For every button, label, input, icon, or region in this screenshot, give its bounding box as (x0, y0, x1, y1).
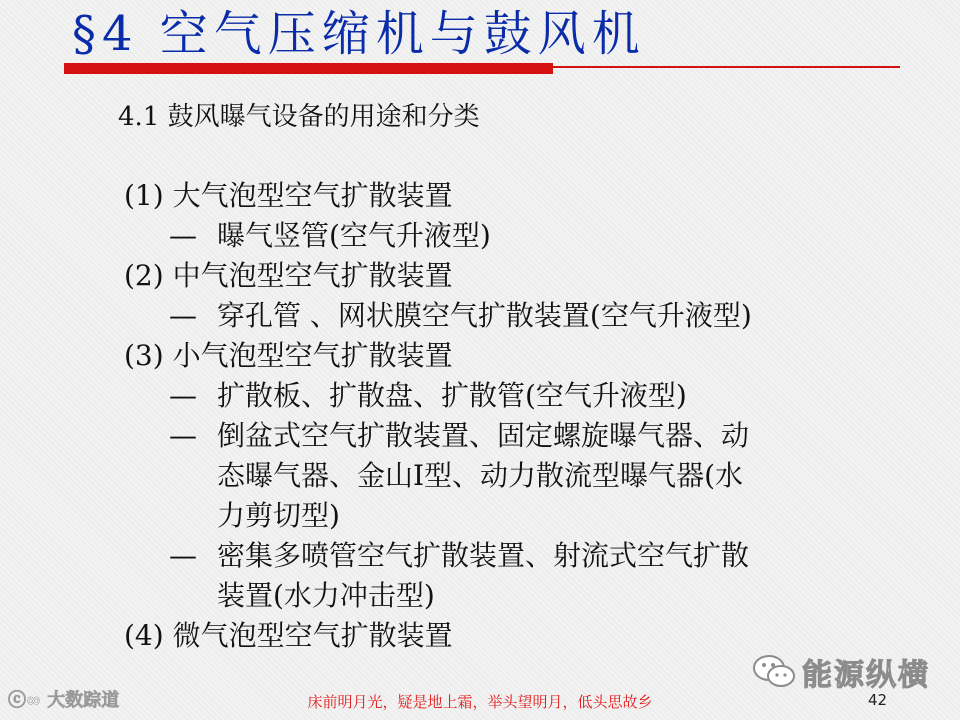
list-item-text: 穿孔管 、网状膜空气扩散装置(空气升液型) (217, 299, 752, 332)
list-item-text: 密集多喷管空气扩散装置、射流式空气扩散 (217, 539, 750, 572)
list-item-text: 装置(水力冲击型) (217, 579, 435, 612)
list-item (124, 376, 844, 416)
list-item-text: 扩散板、扩散盘、扩散管(空气升液型) (217, 379, 687, 412)
title-underline-line (553, 66, 900, 68)
list-item (124, 216, 844, 256)
watermark (752, 650, 930, 694)
list-item (124, 176, 844, 216)
dash-marker: — (169, 539, 197, 572)
list-item (124, 536, 844, 576)
page-number: 42 (868, 691, 888, 709)
list-item-text: (3) 小气泡型空气扩散装置 (124, 339, 453, 372)
list-item (124, 616, 844, 656)
wechat-icon (752, 654, 796, 690)
list-item-text: (1) 大气泡型空气扩散装置 (124, 179, 453, 212)
list-item-text: 态曝气器、金山I型、动力散流型曝气器(水 (217, 459, 743, 492)
list-item-continuation (124, 456, 844, 496)
dash-marker: — (169, 299, 197, 332)
list-item (124, 416, 844, 456)
list-item-text: 倒盆式空气扩散装置、固定螺旋曝气器、动 (217, 419, 750, 452)
slide-title: §4 空气压缩机与鼓风机 (72, 6, 646, 62)
section-heading: 4.1 鼓风曝气设备的用途和分类 (118, 102, 480, 132)
list-item (124, 296, 844, 336)
list-item (124, 256, 844, 296)
dash-marker: — (169, 219, 197, 252)
list-item (124, 336, 844, 376)
dash-marker: — (169, 419, 197, 452)
footer-quote: 床前明月光，疑是地上霜，举头望明月，低头思故乡 (307, 693, 653, 711)
watermark-text: 能源纵横 (802, 658, 930, 693)
list-item-continuation (124, 576, 844, 616)
list-item-text: (2) 中气泡型空气扩散装置 (124, 259, 453, 292)
list-item-continuation (124, 496, 844, 536)
list-item-text: 力剪切型) (217, 499, 340, 532)
title-underline-bar (64, 63, 553, 74)
dash-marker: — (169, 379, 197, 412)
content-list (124, 176, 844, 656)
list-item-text: (4) 微气泡型空气扩散装置 (124, 619, 453, 652)
list-item-text: 曝气竖管(空气升液型) (217, 219, 491, 252)
footer-logo: ⓒ∞ 大数踪道 (8, 690, 120, 711)
